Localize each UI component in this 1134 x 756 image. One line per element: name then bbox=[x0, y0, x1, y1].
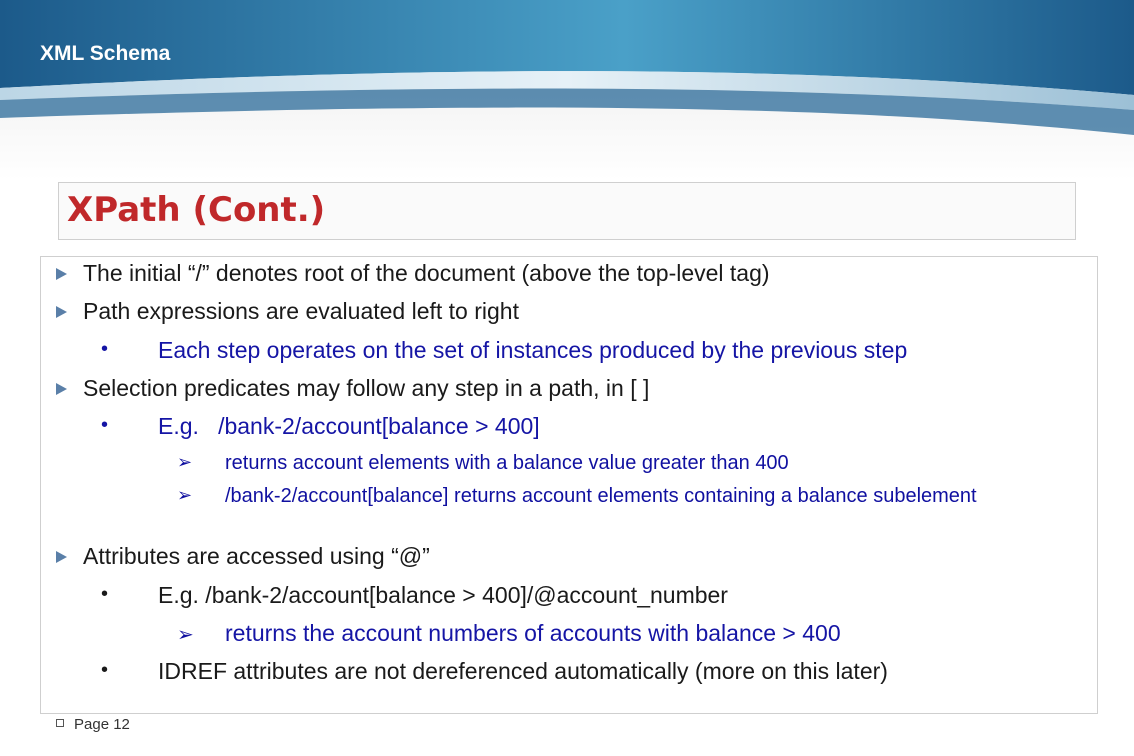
slide-title-box bbox=[58, 182, 1076, 240]
arrow-bullet-icon: ➢ bbox=[177, 452, 193, 473]
triangle-bullet-icon bbox=[56, 268, 67, 280]
slide-title: XPath (Cont.) bbox=[67, 190, 326, 230]
dot-bullet-icon: • bbox=[101, 414, 109, 436]
page-number: Page 12 bbox=[74, 716, 130, 733]
triangle-bullet-icon bbox=[56, 383, 67, 395]
dot-bullet-icon: • bbox=[101, 338, 109, 360]
triangle-bullet-icon bbox=[56, 306, 67, 318]
square-bullet-icon bbox=[56, 719, 64, 727]
arrow-bullet-icon: ➢ bbox=[177, 485, 193, 506]
triangle-bullet-icon bbox=[56, 551, 67, 563]
slide-content: The initial “/” denotes root of the document (above the top-level tag) Path expressions are evaluated left to right • Each step operates on the set of instances produced by the previous step Selection predicates may follow any step in a path, in [ ] • E.g. /bank-2/account[balance > 400] ➢ returns account elements with a balance value greater than 400 ➢ /bank-2/account[balance] returns account elements containing a balance subelement Attributes are accessed using “@” • E.g. /bank-2/account[balance > 400]/@account_number ➢ returns the account numbers of accounts with balance > 400 • IDREF attributes are not dereferenced automatically (more on this later) bbox=[40, 256, 1098, 714]
page-footer bbox=[56, 716, 130, 733]
presentation-title: XML Schema bbox=[40, 42, 171, 65]
arrow-bullet-icon: ➢ bbox=[177, 622, 194, 646]
header-banner bbox=[0, 0, 1134, 180]
dot-bullet-icon: • bbox=[101, 659, 109, 681]
dot-bullet-icon: • bbox=[101, 583, 109, 605]
